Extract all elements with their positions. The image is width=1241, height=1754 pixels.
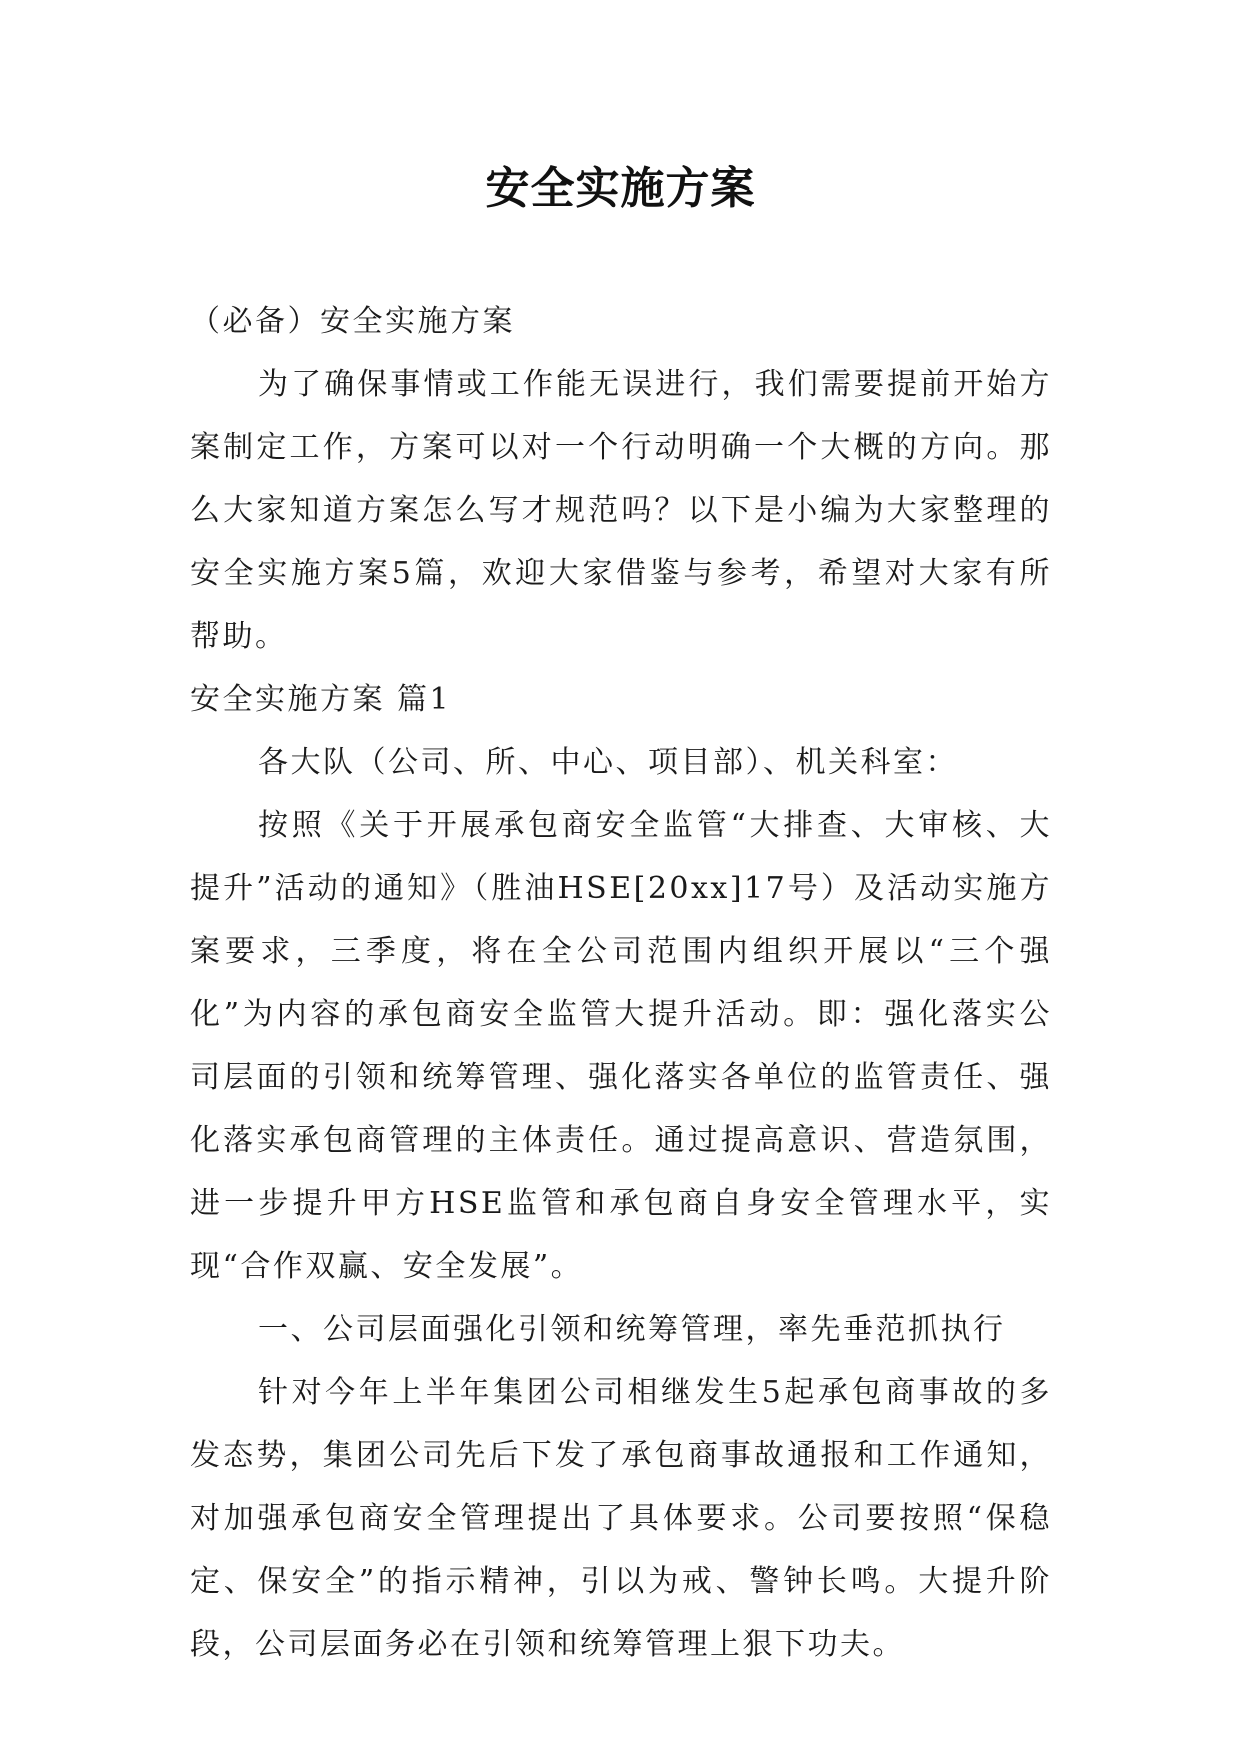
subsection-heading: 一、公司层面强化引领和统筹管理，率先垂范抓执行 [258, 1312, 1006, 1347]
intro-paragraph: 为了确保事情或工作能无误进行，我们需要提前开始方案制定工作，方案可以对一个行动明确一个大概的方向。那么大家知道方案怎么写才规范吗？以下是小编为大家整理的安全实施方案5篇，欢迎大家借鉴与参考，希望对大家有所帮助。 [190, 367, 1052, 654]
document-subtitle: （必备）安全实施方案 [190, 304, 515, 339]
body-paragraph: 针对今年上半年集团公司相继发生5起承包商事故的多发态势，集团公司先后下发了承包商事故通报和工作通知，对加强承包商安全管理提出了具体要求。公司要按照“保稳定、保安全”的指示精神，引以为戒、警钟长鸣。大提升阶段，公司层面务必在引领和统筹管理上狠下功夫。 [190, 1375, 1052, 1662]
body-paragraph: 按照《关于开展承包商安全监管“大排查、大审核、大提升”活动的通知》（胜油HSE[20xx]17号）及活动实施方案要求，三季度，将在全公司范围内组织开展以“三个强化”为内容的承包商安全监管大提升活动。即：强化落实公司层面的引领和统筹管理、强化落实各单位的监管责任、强化落实承包商管理的主体责任。通过提高意识、营造氛围，进一步提升甲方HSE监管和承包商自身安全管理水平，实现“合作双赢、安全发展”。 [190, 808, 1052, 1284]
section-heading: 安全实施方案 篇1 [190, 682, 452, 717]
document-title: 安全实施方案 [485, 163, 756, 214]
document-body [190, 290, 1052, 1676]
addressee-line: 各大队（公司、所、中心、项目部）、机关科室： [258, 745, 958, 780]
